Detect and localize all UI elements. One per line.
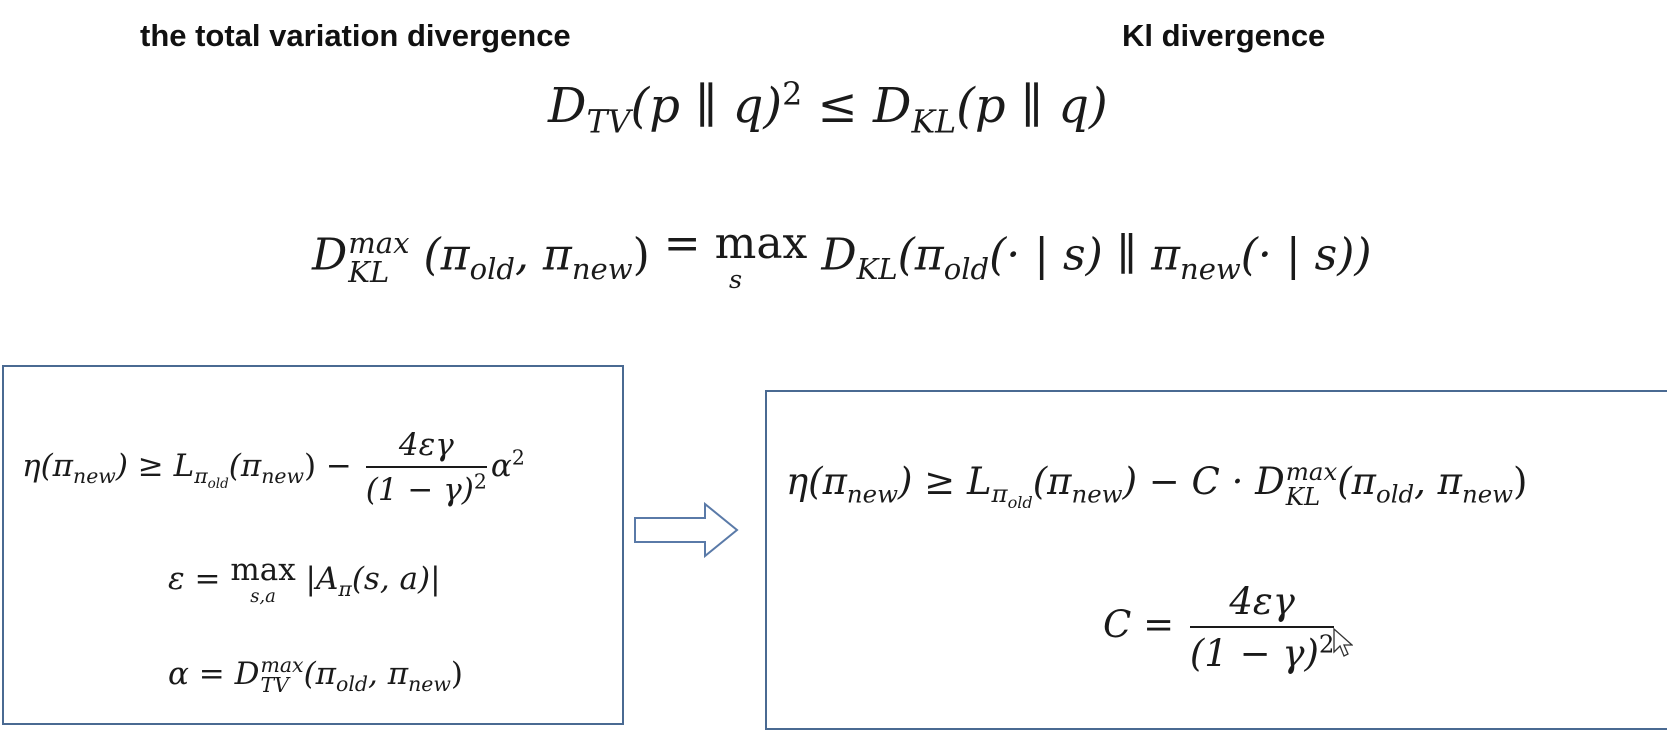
eq1-tv-sub: TV xyxy=(586,104,631,141)
equation-alpha-definition xyxy=(168,655,463,696)
eq5-comma: , π xyxy=(367,655,409,692)
eq6-old: old xyxy=(1007,493,1033,513)
eq5-sub-tv: TV xyxy=(260,673,289,698)
eq6-new3: new xyxy=(1461,479,1514,509)
equation-tv-kl-inequality xyxy=(548,77,1108,141)
equation-dkl-max-definition xyxy=(312,218,1372,295)
eq2-args-open: (π xyxy=(423,229,470,281)
eq2-end: (· | s)) xyxy=(1240,229,1372,281)
equation-eta-lower-bound-kl xyxy=(786,457,1528,513)
eq6-pi: π xyxy=(991,479,1008,509)
eq2-max-operator xyxy=(663,218,808,295)
eq6-arg: (π xyxy=(1032,460,1072,503)
eq5-rparen: ) xyxy=(450,655,463,692)
eq2-subsup xyxy=(348,225,410,289)
eq2-eq-max: = max xyxy=(663,218,808,269)
eq7-lhs: C = xyxy=(1103,603,1186,646)
eq3-geq-L: ) ≥ L xyxy=(115,448,195,484)
right-bound-box xyxy=(765,390,1667,730)
eq4-max: max xyxy=(230,552,296,588)
eq2-kl-sub: KL xyxy=(856,252,898,287)
eq3-fraction xyxy=(366,427,487,508)
eq6-args: (π xyxy=(1337,460,1377,503)
eq4-max-limit: s,a xyxy=(250,586,276,607)
eq2-new2: new xyxy=(1180,252,1241,287)
eq2-sup-max: max xyxy=(348,225,410,260)
eq2-comma: , π xyxy=(514,229,572,281)
eq6-eta: η(π xyxy=(786,460,847,503)
eq6-minus-C-D: ) − C · D xyxy=(1122,460,1285,503)
eq3-pi: π xyxy=(194,464,208,489)
eq4-max-operator xyxy=(230,552,296,607)
eq7-numerator: 4εγ xyxy=(1190,580,1335,628)
eq2-old: old xyxy=(469,252,515,287)
eq4-lhs: ε = xyxy=(168,561,231,597)
eq2-max-limit: s xyxy=(729,265,743,295)
eq3-alpha: α xyxy=(490,448,512,484)
equation-eta-lower-bound-tv xyxy=(22,427,525,508)
eq6-rparen: ) xyxy=(1513,460,1528,503)
eq5-subsup xyxy=(260,655,303,696)
eq2-mid: (· | s) ∥ π xyxy=(989,229,1180,281)
eq2-new: new xyxy=(571,252,633,287)
eq1-kl-sub: KL xyxy=(911,104,957,141)
eq3-alpha-sup: 2 xyxy=(511,445,525,470)
eq6-comma: , π xyxy=(1414,460,1462,503)
eq5-new: new xyxy=(408,672,451,697)
eq6-sub-kl: KL xyxy=(1285,481,1321,511)
eq3-new2: new xyxy=(261,464,304,489)
eq5-sup-max: max xyxy=(260,653,304,677)
eq2-old2: old xyxy=(943,252,990,287)
label-total-variation-divergence: the total variation divergence xyxy=(140,18,571,53)
eq7-denominator: (1 − γ) xyxy=(1189,632,1319,675)
eq1-D2: D xyxy=(872,78,912,134)
equation-C-definition xyxy=(1103,580,1338,675)
right-arrow-icon xyxy=(633,502,739,558)
eq3-numerator: 4εγ xyxy=(366,427,487,468)
eq5-lhs: α = D xyxy=(168,655,260,692)
eq6-sup-max: max xyxy=(1285,457,1338,487)
eq7-fraction xyxy=(1190,580,1335,675)
eq3-denominator: (1 − γ) xyxy=(365,472,474,508)
eq7-den-sup: 2 xyxy=(1318,629,1335,659)
eq6-geq-L: ) ≥ L xyxy=(897,460,992,503)
eq3-minus: ) − xyxy=(303,448,362,484)
eq4-rest: (s, a)| xyxy=(351,561,441,597)
eq1-args2: (p ∥ q) xyxy=(956,78,1108,134)
eq3-new: new xyxy=(73,464,116,489)
eq1-square: 2 xyxy=(782,77,803,113)
eq3-arg: (π xyxy=(228,448,262,484)
eq5-args: (π xyxy=(303,655,337,692)
equation-epsilon-definition xyxy=(168,552,441,607)
eq3-den-sup: 2 xyxy=(473,469,487,494)
eq1-D: D xyxy=(548,78,587,134)
label-kl-divergence: Kl divergence xyxy=(1122,18,1326,53)
eq2-sub-kl: KL xyxy=(348,254,390,289)
eq6-old2: old xyxy=(1376,479,1415,509)
eq6-new: new xyxy=(846,479,898,509)
eq7-denominator-wrap xyxy=(1190,628,1335,675)
eq6-new2: new xyxy=(1071,479,1123,509)
eq2-rparen: ) xyxy=(632,229,650,281)
eq3-old: old xyxy=(207,476,229,493)
eq2-D: D xyxy=(312,229,348,281)
eq3-denominator-wrap xyxy=(366,468,487,508)
eq1-args: (p ∥ q) xyxy=(630,78,783,134)
eq5-old: old xyxy=(336,672,368,697)
eq4-pi: π xyxy=(338,577,352,602)
eq4-abs: |A xyxy=(295,561,339,597)
eq1-leq: ≤ xyxy=(802,78,873,134)
eq2-D2: D xyxy=(821,229,857,281)
mouse-cursor-icon xyxy=(1333,628,1353,658)
eq3-eta: η(π xyxy=(22,448,74,484)
eq6-subsup xyxy=(1285,457,1338,511)
eq2-p1: (π xyxy=(897,229,944,281)
